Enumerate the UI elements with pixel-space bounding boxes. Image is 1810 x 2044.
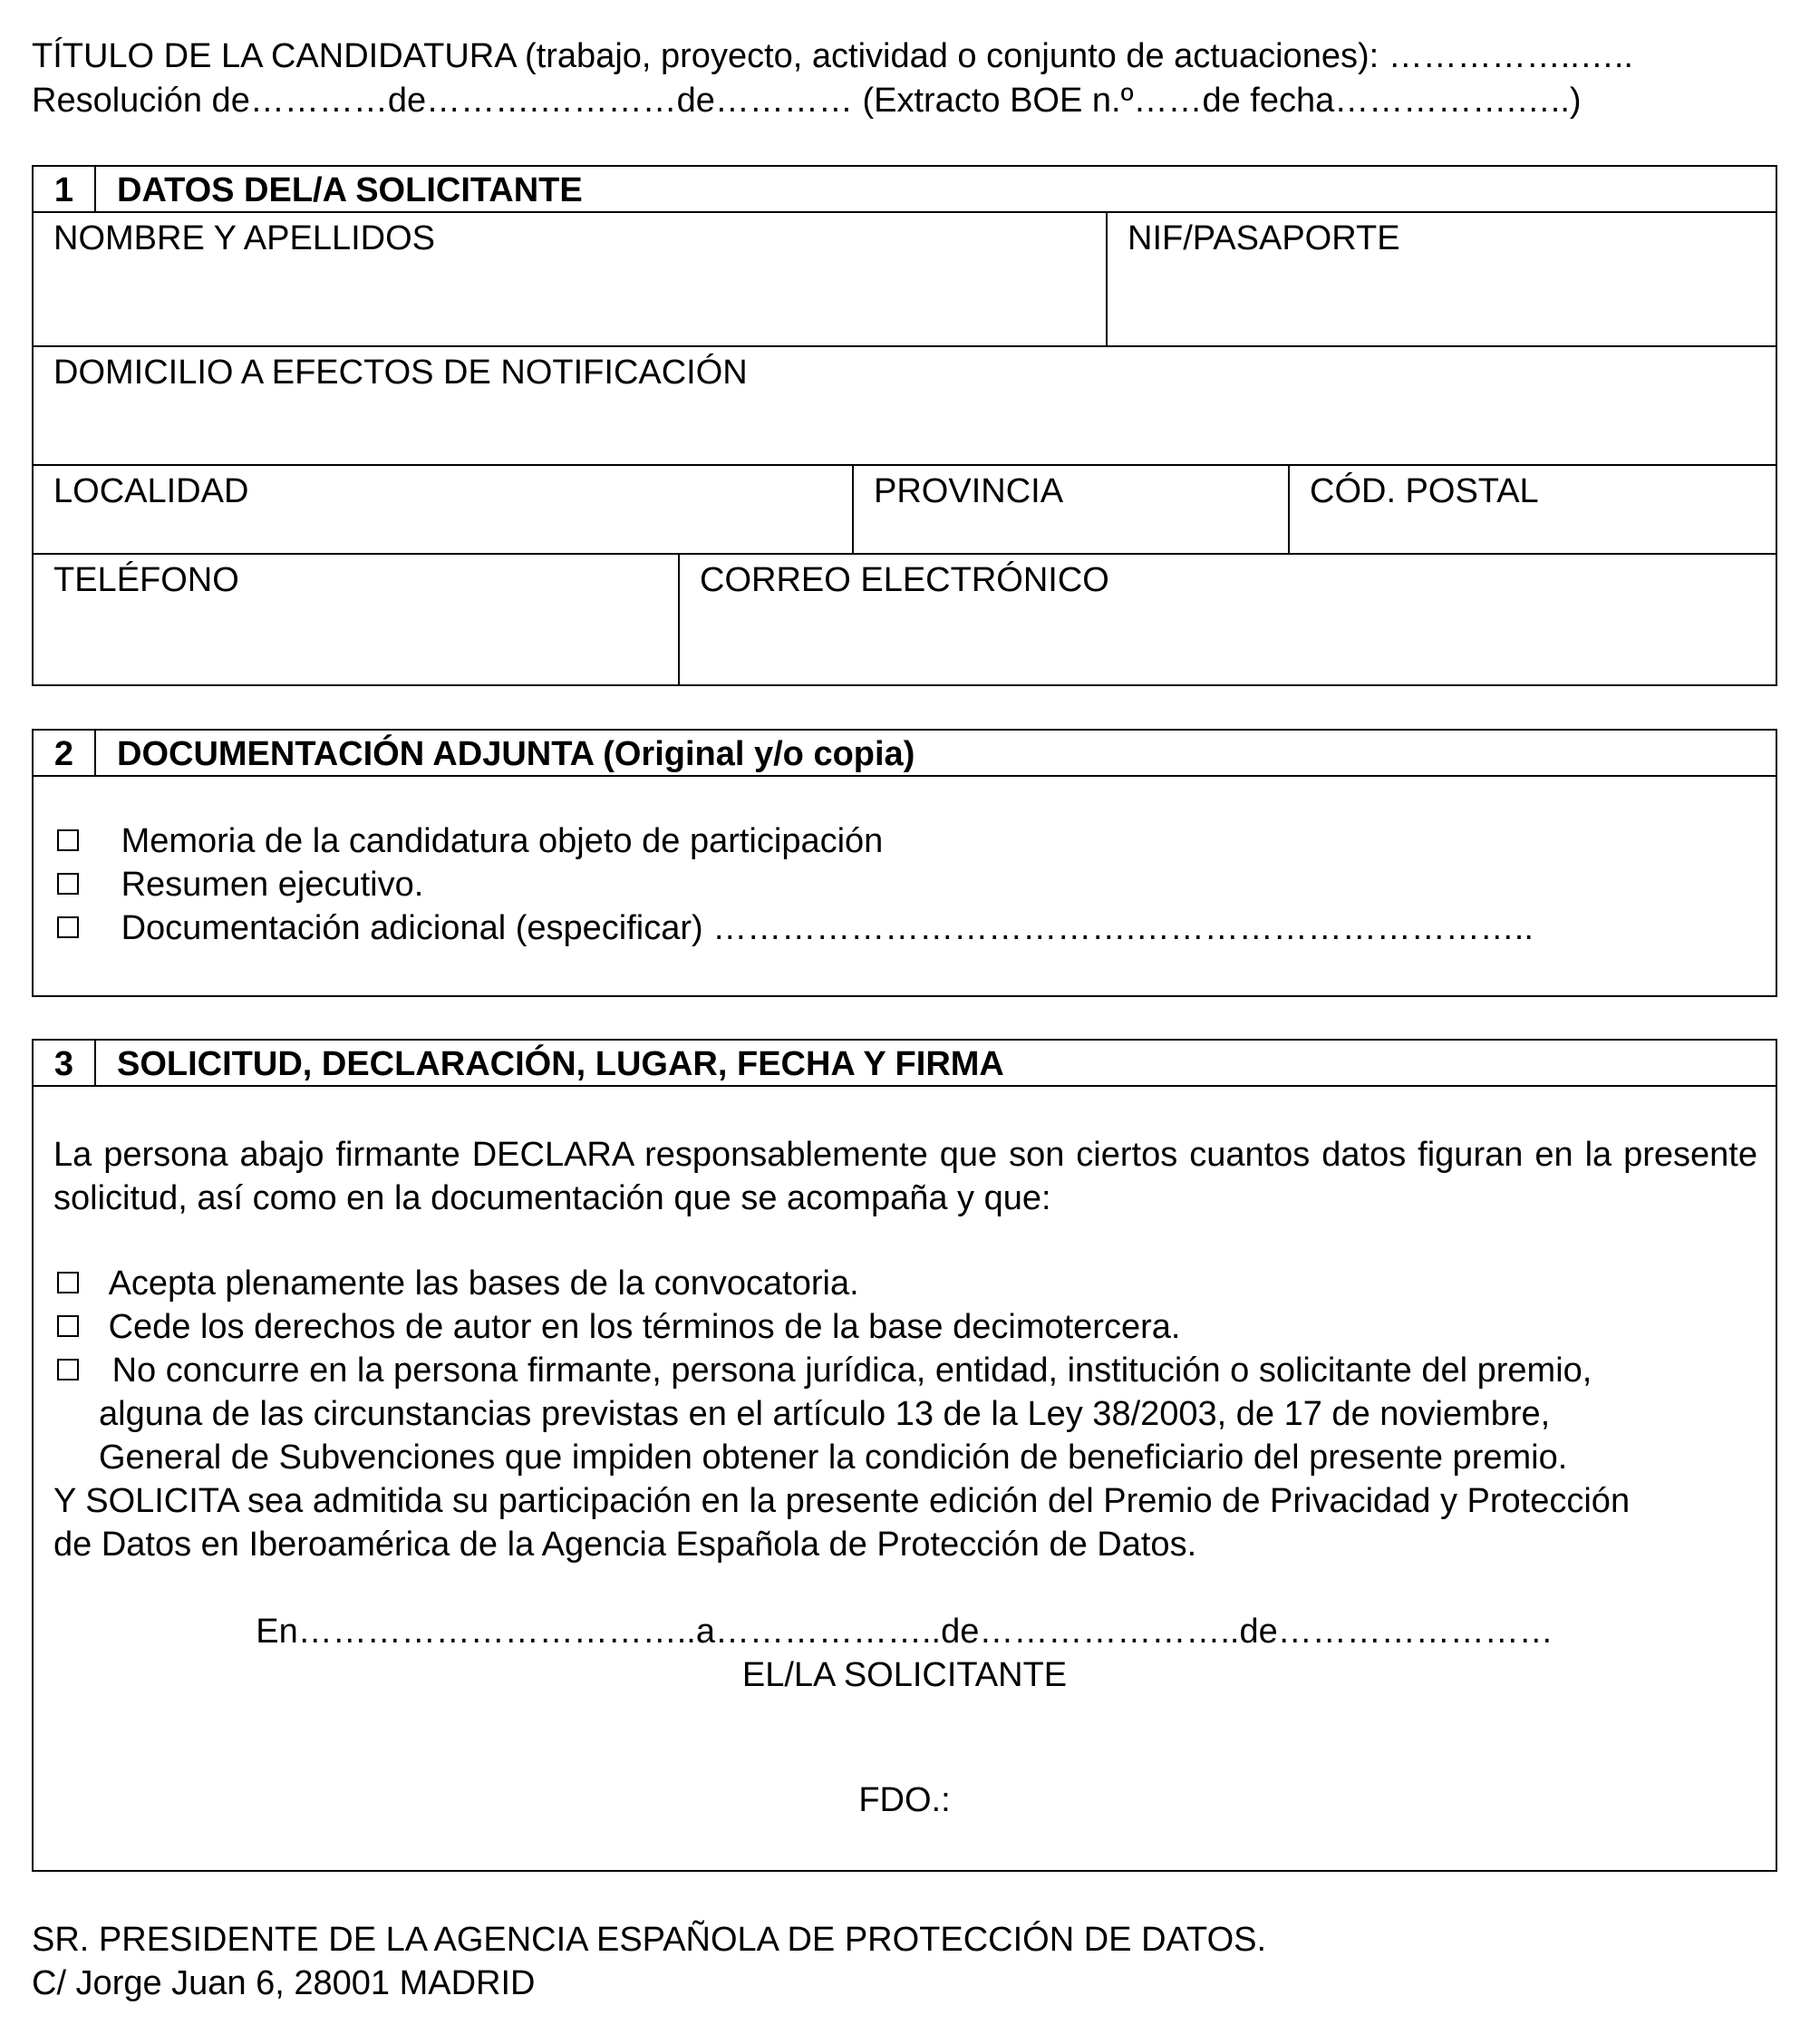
declaration-item-cont-1: alguna de las circunstancias previstas en el artículo 13 de la Ley 38/2003, de 17 de noviembre,	[99, 1395, 1551, 1433]
locality-label: LOCALIDAD	[53, 472, 249, 510]
recipient-address: C/ Jorge Juan 6, 28001 MADRID	[32, 1964, 536, 2002]
doc-item-report[interactable]	[57, 819, 883, 863]
section-request-declaration	[32, 1039, 1777, 1872]
section-title: DATOS DEL/A SOLICITANTE	[117, 171, 583, 209]
postal-code-label: CÓD. POSTAL	[1310, 472, 1539, 510]
section-header	[34, 731, 1776, 777]
name-field[interactable]	[34, 213, 1106, 345]
phone-label: TELÉFONO	[53, 561, 239, 599]
section-header	[34, 1041, 1776, 1087]
recipient-line: SR. PRESIDENTE DE LA AGENCIA ESPAÑOLA DE PROTECCIÓN DE DATOS.	[32, 1921, 1267, 1959]
province-label: PROVINCIA	[874, 472, 1064, 510]
checkbox-icon[interactable]	[57, 1359, 79, 1380]
section-applicant-data	[32, 165, 1777, 686]
address-field[interactable]	[34, 345, 1777, 464]
section-header	[34, 167, 1776, 213]
section-title: DOCUMENTACIÓN ADJUNTA (Original y/o copia)	[117, 735, 915, 773]
section-number: 1	[34, 167, 96, 211]
declaration-item-copyright[interactable]	[57, 1305, 1180, 1349]
request-text-line2: de Datos en Iberoamérica de la Agencia Española de Protección de Datos.	[53, 1526, 1197, 1564]
doc-item-summary[interactable]	[57, 863, 423, 906]
postal-code-field[interactable]	[1288, 464, 1777, 553]
province-field[interactable]	[852, 464, 1288, 553]
section-number: 2	[34, 731, 96, 775]
locality-field[interactable]	[34, 464, 852, 553]
declaration-item-accept-bases[interactable]	[57, 1262, 859, 1305]
declaration-item-cont-2: General de Subvenciones que impiden obtener la condición de beneficiario del presente premio.	[99, 1439, 1568, 1477]
signature-field[interactable]: FDO.:	[858, 1781, 951, 1819]
nif-label: NIF/PASAPORTE	[1128, 219, 1400, 257]
address-label: DOMICILIO A EFECTOS DE NOTIFICACIÓN	[53, 354, 748, 392]
place-date-line[interactable]: En……………………………..a………………..de…………………..de……………………	[256, 1613, 1554, 1651]
checkbox-icon[interactable]	[57, 1272, 79, 1293]
declaration-item-label: No concurre en la persona firmante, persona jurídica, entidad, institución o solicitante del premio,	[111, 1351, 1592, 1390]
checkbox-icon[interactable]	[57, 916, 79, 938]
declaration-item-no-prohibitions[interactable]	[57, 1349, 1592, 1392]
resolution-line[interactable]: Resolución de…………de……….…………de………… (Extracto BOE n.º……de fecha…………….…..)	[32, 82, 1582, 120]
candidature-title-line[interactable]: TÍTULO DE LA CANDIDATURA (trabajo, proyecto, actividad o conjunto de actuaciones): ……………..…..	[32, 37, 1633, 75]
phone-field[interactable]	[34, 553, 678, 686]
doc-item-additional[interactable]	[57, 906, 1534, 950]
section-number: 3	[34, 1041, 96, 1085]
email-field[interactable]	[678, 553, 1777, 686]
section-title: SOLICITUD, DECLARACIÓN, LUGAR, FECHA Y FIRMA	[117, 1045, 1004, 1083]
name-label: NOMBRE Y APELLIDOS	[53, 219, 435, 257]
doc-item-label: Documentación adicional (especificar) ……………………………….……………………………..	[121, 909, 1534, 947]
checkbox-icon[interactable]	[57, 873, 79, 895]
email-label: CORREO ELECTRÓNICO	[700, 561, 1109, 599]
doc-item-label: Memoria de la candidatura objeto de participación	[121, 822, 884, 860]
declaration-item-label: Acepta plenamente las bases de la convocatoria.	[108, 1264, 859, 1303]
doc-item-label: Resumen ejecutivo.	[121, 866, 424, 904]
checkbox-icon[interactable]	[57, 1315, 79, 1337]
request-text-line1: Y SOLICITA sea admitida su participación en la presente edición del Premio de Privacidad y Protección	[53, 1482, 1631, 1520]
declaration-item-label: Cede los derechos de autor en los términos de la base decimotercera.	[108, 1308, 1181, 1346]
declaration-text: La persona abajo firmante DECLARA responsablemente que son ciertos cuantos datos figuran en la presente solicitud, así como en la documentación que se acompaña y que:	[53, 1136, 1757, 1217]
checkbox-icon[interactable]	[57, 829, 79, 851]
signer-label: EL/LA SOLICITANTE	[741, 1656, 1068, 1694]
nif-field[interactable]	[1106, 213, 1777, 345]
section-attached-documents	[32, 729, 1777, 997]
